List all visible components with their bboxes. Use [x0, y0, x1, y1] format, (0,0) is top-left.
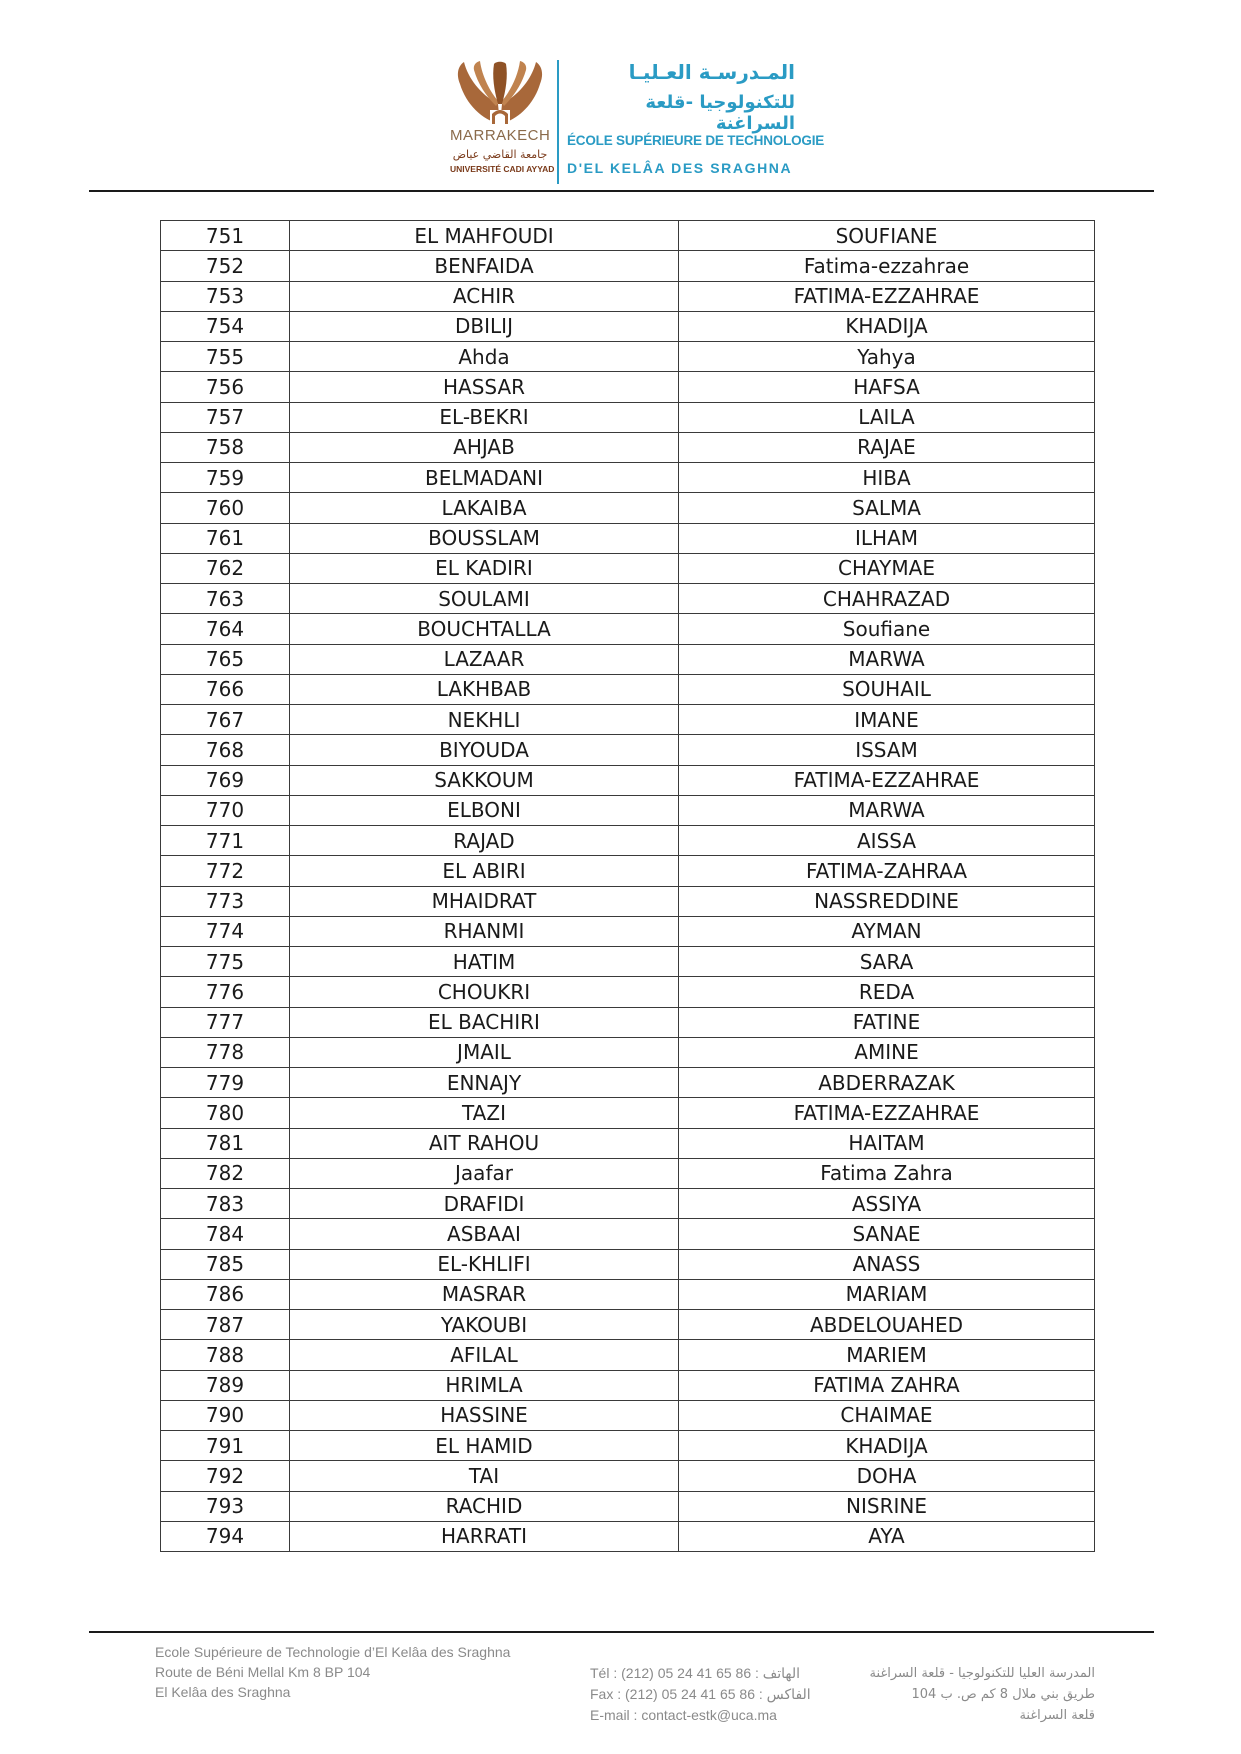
- table-row: [161, 705, 1095, 735]
- row-number-cell: 789: [161, 1370, 290, 1400]
- address-ar-line-1: المدرسة العليا للتكنولوجيا - قلعة السراغنة: [869, 1666, 1095, 1681]
- table-row: [161, 1037, 1095, 1067]
- last-name-cell: TAZI: [290, 1098, 679, 1128]
- row-number-cell: 785: [161, 1249, 290, 1279]
- logo-university-name: UNIVERSITÉ CADI AYYAD: [450, 164, 555, 174]
- table-row: [161, 1158, 1095, 1188]
- row-number-cell: 780: [161, 1098, 290, 1128]
- university-logo: [450, 60, 555, 190]
- first-name-cell: SARA: [679, 947, 1095, 977]
- logo-university-arabic: جامعة القاضي عياض: [452, 148, 548, 161]
- first-name-cell: SOUHAIL: [679, 674, 1095, 704]
- last-name-cell: JMAIL: [290, 1037, 679, 1067]
- row-number-cell: 787: [161, 1310, 290, 1340]
- first-name-cell: ISSAM: [679, 735, 1095, 765]
- last-name-cell: BELMADANI: [290, 463, 679, 493]
- last-name-cell: SOULAMI: [290, 584, 679, 614]
- row-number-cell: 774: [161, 916, 290, 946]
- student-list-table: [160, 220, 1095, 1552]
- header-rule: [89, 190, 1154, 192]
- table-row: [161, 523, 1095, 553]
- student-list-body: [161, 221, 1095, 1552]
- last-name-cell: RACHID: [290, 1491, 679, 1521]
- first-name-cell: FATINE: [679, 1007, 1095, 1037]
- logo-city-name: MARRAKECH: [450, 127, 551, 144]
- last-name-cell: BOUCHTALLA: [290, 614, 679, 644]
- phone-number: Tél : (212) 05 24 41 65 86 : الهاتف: [590, 1665, 801, 1681]
- table-row: [161, 584, 1095, 614]
- last-name-cell: AIT RAHOU: [290, 1128, 679, 1158]
- table-row: [161, 614, 1095, 644]
- row-number-cell: 754: [161, 311, 290, 341]
- footer-contact: [590, 1663, 850, 1726]
- table-row: [161, 1521, 1095, 1551]
- table-row: [161, 1310, 1095, 1340]
- first-name-cell: ASSIYA: [679, 1189, 1095, 1219]
- first-name-cell: ABDERRAZAK: [679, 1068, 1095, 1098]
- table-row: [161, 251, 1095, 281]
- last-name-cell: DRAFIDI: [290, 1189, 679, 1219]
- last-name-cell: EL ABIRI: [290, 856, 679, 886]
- first-name-cell: AMINE: [679, 1037, 1095, 1067]
- school-name-arabic-2: للتكنولوجيا -قلعة السراغنة: [645, 92, 795, 134]
- table-row: [161, 402, 1095, 432]
- row-number-cell: 778: [161, 1037, 290, 1067]
- row-number-cell: 783: [161, 1189, 290, 1219]
- first-name-cell: MARWA: [679, 644, 1095, 674]
- first-name-cell: FATIMA-EZZAHRAE: [679, 281, 1095, 311]
- address-line-1: Ecole Supérieure de Technologie d’El Kelâa des Sraghna: [155, 1644, 511, 1660]
- table-row: [161, 1189, 1095, 1219]
- last-name-cell: HARRATI: [290, 1521, 679, 1551]
- last-name-cell: Ahda: [290, 342, 679, 372]
- last-name-cell: RAJAD: [290, 826, 679, 856]
- first-name-cell: MARIEM: [679, 1340, 1095, 1370]
- first-name-cell: DOHA: [679, 1461, 1095, 1491]
- last-name-cell: EL BACHIRI: [290, 1007, 679, 1037]
- table-row: [161, 1431, 1095, 1461]
- table-row: [161, 977, 1095, 1007]
- last-name-cell: LAKAIBA: [290, 493, 679, 523]
- first-name-cell: KHADIJA: [679, 1431, 1095, 1461]
- table-row: [161, 1279, 1095, 1309]
- last-name-cell: LAZAAR: [290, 644, 679, 674]
- row-number-cell: 769: [161, 765, 290, 795]
- table-row: [161, 1400, 1095, 1430]
- footer-address-french: [155, 1642, 575, 1702]
- school-name-french-1: ÉCOLE SUPÉRIEURE DE TECHNOLOGIE: [567, 133, 825, 148]
- first-name-cell: FATIMA-ZAHRAA: [679, 856, 1095, 886]
- palm-emblem-icon: [452, 60, 548, 126]
- first-name-cell: REDA: [679, 977, 1095, 1007]
- email-address[interactable]: E-mail : contact-estk@uca.ma: [590, 1707, 777, 1723]
- last-name-cell: TAI: [290, 1461, 679, 1491]
- last-name-cell: EL KADIRI: [290, 553, 679, 583]
- first-name-cell: MARIAM: [679, 1279, 1095, 1309]
- footer-address-arabic: [855, 1663, 1095, 1726]
- table-row: [161, 1249, 1095, 1279]
- first-name-cell: AYMAN: [679, 916, 1095, 946]
- first-name-cell: MARWA: [679, 795, 1095, 825]
- table-row: [161, 735, 1095, 765]
- first-name-cell: CHAIMAE: [679, 1400, 1095, 1430]
- first-name-cell: KHADIJA: [679, 311, 1095, 341]
- first-name-cell: FATIMA-EZZAHRAE: [679, 1098, 1095, 1128]
- row-number-cell: 771: [161, 826, 290, 856]
- row-number-cell: 758: [161, 432, 290, 462]
- row-number-cell: 757: [161, 402, 290, 432]
- row-number-cell: 767: [161, 705, 290, 735]
- last-name-cell: ASBAAI: [290, 1219, 679, 1249]
- last-name-cell: MASRAR: [290, 1279, 679, 1309]
- row-number-cell: 762: [161, 553, 290, 583]
- last-name-cell: MHAIDRAT: [290, 886, 679, 916]
- table-row: [161, 432, 1095, 462]
- header-divider: [557, 60, 559, 184]
- table-row: [161, 886, 1095, 916]
- table-row: [161, 1461, 1095, 1491]
- row-number-cell: 790: [161, 1400, 290, 1430]
- row-number-cell: 775: [161, 947, 290, 977]
- first-name-cell: CHAYMAE: [679, 553, 1095, 583]
- row-number-cell: 755: [161, 342, 290, 372]
- first-name-cell: ANASS: [679, 1249, 1095, 1279]
- row-number-cell: 753: [161, 281, 290, 311]
- first-name-cell: FATIMA-EZZAHRAE: [679, 765, 1095, 795]
- first-name-cell: NISRINE: [679, 1491, 1095, 1521]
- row-number-cell: 764: [161, 614, 290, 644]
- first-name-cell: RAJAE: [679, 432, 1095, 462]
- row-number-cell: 781: [161, 1128, 290, 1158]
- row-number-cell: 752: [161, 251, 290, 281]
- table-row: [161, 1098, 1095, 1128]
- row-number-cell: 765: [161, 644, 290, 674]
- first-name-cell: SALMA: [679, 493, 1095, 523]
- last-name-cell: BIYOUDA: [290, 735, 679, 765]
- table-row: [161, 674, 1095, 704]
- row-number-cell: 770: [161, 795, 290, 825]
- table-row: [161, 463, 1095, 493]
- table-row: [161, 916, 1095, 946]
- row-number-cell: 776: [161, 977, 290, 1007]
- row-number-cell: 760: [161, 493, 290, 523]
- first-name-cell: CHAHRAZAD: [679, 584, 1095, 614]
- table-row: [161, 1007, 1095, 1037]
- footer-rule: [89, 1631, 1154, 1633]
- table-row: [161, 644, 1095, 674]
- row-number-cell: 761: [161, 523, 290, 553]
- table-row: [161, 342, 1095, 372]
- row-number-cell: 779: [161, 1068, 290, 1098]
- table-row: [161, 1370, 1095, 1400]
- table-row: [161, 1340, 1095, 1370]
- last-name-cell: YAKOUBI: [290, 1310, 679, 1340]
- address-ar-line-3: قلعة السراغنة: [1019, 1708, 1095, 1723]
- last-name-cell: ELBONI: [290, 795, 679, 825]
- row-number-cell: 773: [161, 886, 290, 916]
- first-name-cell: Yahya: [679, 342, 1095, 372]
- first-name-cell: HAFSA: [679, 372, 1095, 402]
- table-row: [161, 1128, 1095, 1158]
- row-number-cell: 768: [161, 735, 290, 765]
- address-ar-line-2: طريق بني ملال 8 كم ص. ب 104: [911, 1687, 1095, 1702]
- document-header: [0, 0, 1241, 195]
- first-name-cell: ILHAM: [679, 523, 1095, 553]
- row-number-cell: 786: [161, 1279, 290, 1309]
- first-name-cell: SANAE: [679, 1219, 1095, 1249]
- table-row: [161, 1068, 1095, 1098]
- last-name-cell: EL HAMID: [290, 1431, 679, 1461]
- first-name-cell: Fatima Zahra: [679, 1158, 1095, 1188]
- first-name-cell: ABDELOUAHED: [679, 1310, 1095, 1340]
- table-row: [161, 1491, 1095, 1521]
- first-name-cell: Fatima-ezzahrae: [679, 251, 1095, 281]
- row-number-cell: 766: [161, 674, 290, 704]
- last-name-cell: EL MAHFOUDI: [290, 221, 679, 251]
- row-number-cell: 759: [161, 463, 290, 493]
- first-name-cell: HIBA: [679, 463, 1095, 493]
- row-number-cell: 788: [161, 1340, 290, 1370]
- row-number-cell: 782: [161, 1158, 290, 1188]
- first-name-cell: IMANE: [679, 705, 1095, 735]
- table-row: [161, 311, 1095, 341]
- table-row: [161, 221, 1095, 251]
- first-name-cell: HAITAM: [679, 1128, 1095, 1158]
- first-name-cell: Soufiane: [679, 614, 1095, 644]
- first-name-cell: LAILA: [679, 402, 1095, 432]
- address-line-3: El Kelâa des Sraghna: [155, 1684, 291, 1700]
- last-name-cell: DBILIJ: [290, 311, 679, 341]
- table-row: [161, 856, 1095, 886]
- last-name-cell: LAKHBAB: [290, 674, 679, 704]
- table-row: [161, 553, 1095, 583]
- table-row: [161, 795, 1095, 825]
- school-name-arabic-1: المـدرسـة العـليـا: [628, 60, 795, 84]
- row-number-cell: 756: [161, 372, 290, 402]
- table-row: [161, 765, 1095, 795]
- last-name-cell: AHJAB: [290, 432, 679, 462]
- table-row: [161, 826, 1095, 856]
- school-name-french-2: D'EL KELÂA DES SRAGHNA: [567, 160, 793, 176]
- row-number-cell: 791: [161, 1431, 290, 1461]
- last-name-cell: EL-BEKRI: [290, 402, 679, 432]
- table-row: [161, 493, 1095, 523]
- last-name-cell: HATIM: [290, 947, 679, 977]
- first-name-cell: SOUFIANE: [679, 221, 1095, 251]
- row-number-cell: 792: [161, 1461, 290, 1491]
- last-name-cell: BENFAIDA: [290, 251, 679, 281]
- last-name-cell: ENNAJY: [290, 1068, 679, 1098]
- row-number-cell: 777: [161, 1007, 290, 1037]
- first-name-cell: AISSA: [679, 826, 1095, 856]
- last-name-cell: AFILAL: [290, 1340, 679, 1370]
- last-name-cell: CHOUKRI: [290, 977, 679, 1007]
- row-number-cell: 763: [161, 584, 290, 614]
- last-name-cell: NEKHLI: [290, 705, 679, 735]
- row-number-cell: 751: [161, 221, 290, 251]
- last-name-cell: SAKKOUM: [290, 765, 679, 795]
- last-name-cell: HASSAR: [290, 372, 679, 402]
- row-number-cell: 794: [161, 1521, 290, 1551]
- last-name-cell: Jaafar: [290, 1158, 679, 1188]
- last-name-cell: ACHIR: [290, 281, 679, 311]
- table-row: [161, 372, 1095, 402]
- row-number-cell: 772: [161, 856, 290, 886]
- first-name-cell: AYA: [679, 1521, 1095, 1551]
- row-number-cell: 793: [161, 1491, 290, 1521]
- last-name-cell: EL-KHLIFI: [290, 1249, 679, 1279]
- first-name-cell: NASSREDDINE: [679, 886, 1095, 916]
- table-row: [161, 281, 1095, 311]
- row-number-cell: 784: [161, 1219, 290, 1249]
- address-line-2: Route de Béni Mellal Km 8 BP 104: [155, 1664, 371, 1680]
- first-name-cell: FATIMA ZAHRA: [679, 1370, 1095, 1400]
- fax-number: Fax : (212) 05 24 41 65 86 : الفاكس: [590, 1686, 811, 1702]
- last-name-cell: RHANMI: [290, 916, 679, 946]
- last-name-cell: HRIMLA: [290, 1370, 679, 1400]
- table-row: [161, 947, 1095, 977]
- table-row: [161, 1219, 1095, 1249]
- last-name-cell: BOUSSLAM: [290, 523, 679, 553]
- last-name-cell: HASSINE: [290, 1400, 679, 1430]
